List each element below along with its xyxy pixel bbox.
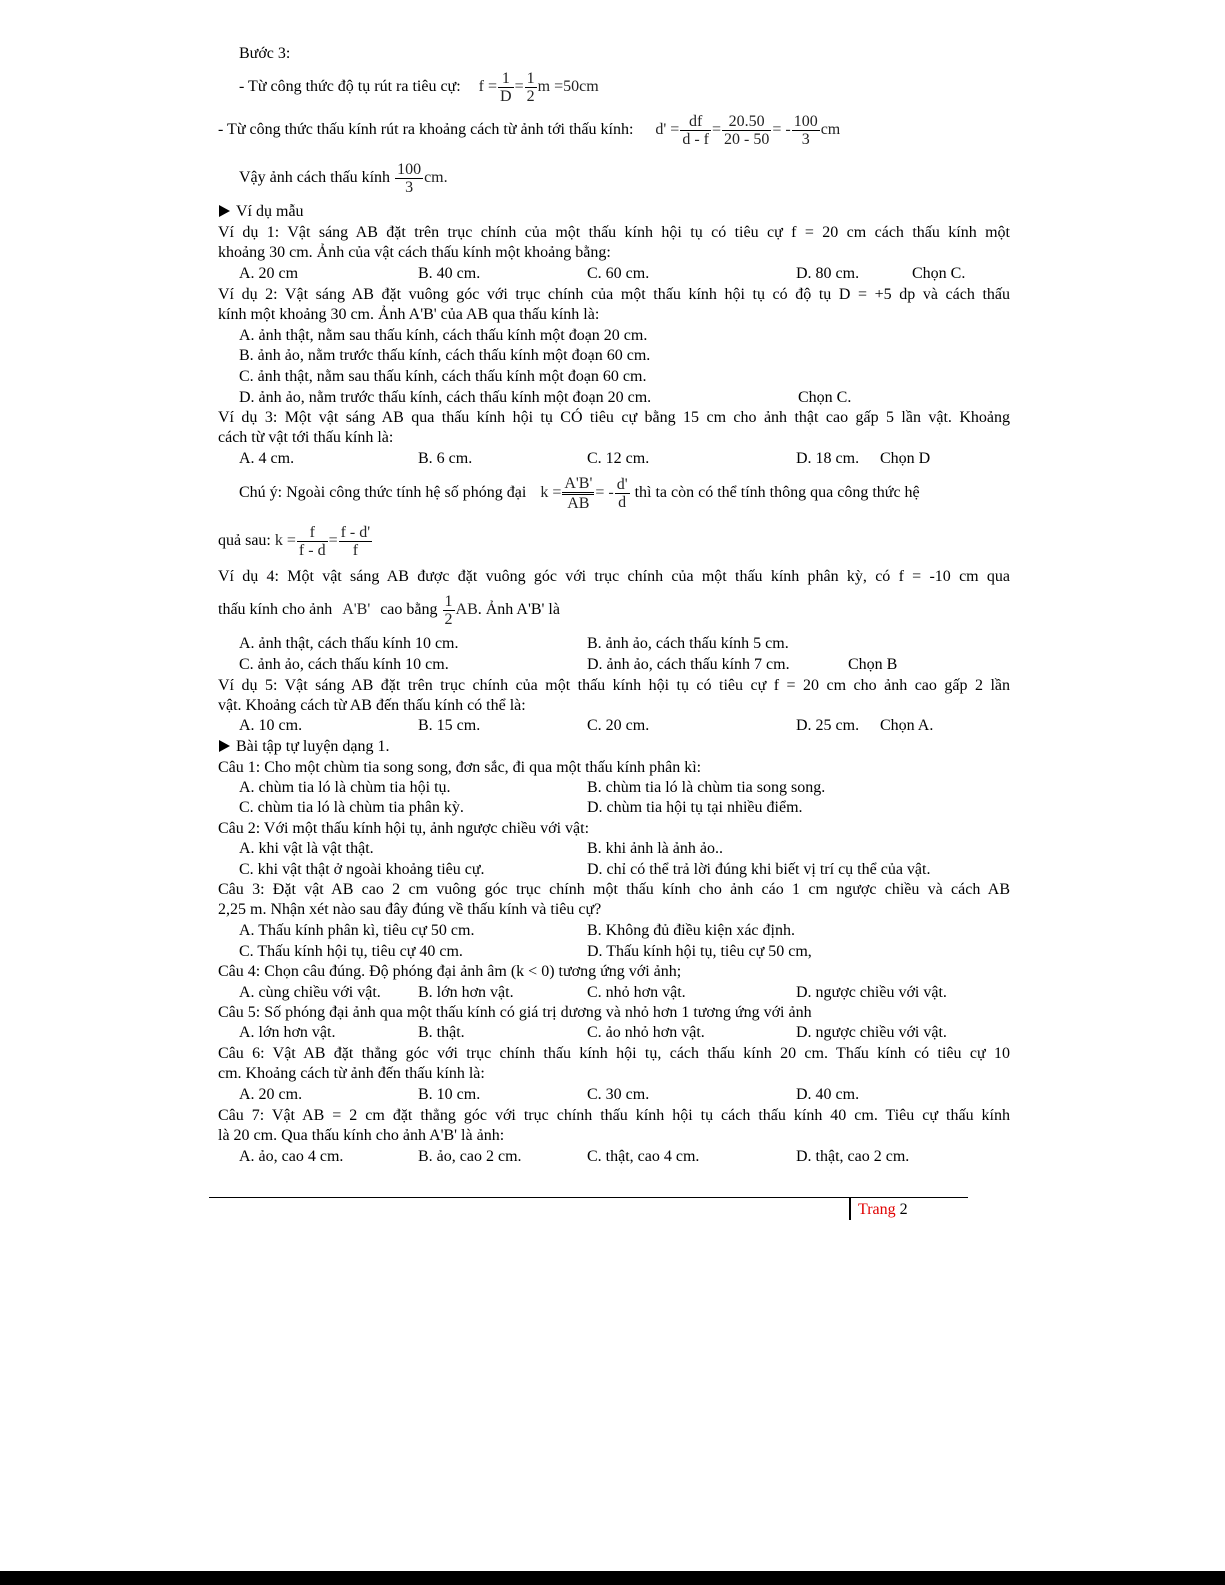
example-5-option-d: D. 25 cm. (796, 717, 860, 734)
equals: = (328, 532, 338, 549)
fraction-AB-prime: $\frac{A'B'}{AB}$ (564, 474, 593, 512)
note-text-3: quả sau: (218, 532, 271, 549)
question-5-option-b: B. thật. (418, 1024, 465, 1041)
example-4-option-d: D. ảnh ảo, cách thấu kính 7 cm. (587, 656, 790, 673)
question-5-stem: Câu 5: Số phóng đại ảnh qua một thấu kính có giá trị dương và nhỏ hơn 1 tương ứng với ảnh (218, 1004, 812, 1021)
question-4-option-c: C. nhỏ hơn vật. (587, 984, 686, 1001)
question-7-option-d: D. thật, cao 2 cm. (796, 1148, 910, 1165)
page-number: 2 (899, 1201, 908, 1218)
question-3-option-b: B. Không đủ điều kiện xác định. (587, 922, 795, 939)
example-3-option-d: D. 18 cm. (796, 450, 860, 467)
example-2-line-2: kính một khoảng 30 cm. Ảnh A'B' của AB qua thấu kính là: (218, 306, 600, 323)
question-2-stem: Câu 2: Với một thấu kính hội tụ, ảnh ngược chiều với vật: (218, 820, 590, 837)
fraction-d-prime-d: $\frac{d'}{d}$ (616, 475, 628, 511)
bottom-edge-bar (0, 1571, 1225, 1585)
question-7-option-c: C. thật, cao 4 cm. (587, 1148, 700, 1165)
example-4-answer: Chọn B (848, 656, 898, 673)
conclusion-line (239, 158, 448, 198)
example-2-option-d: D. ảnh ảo, nằm trước thấu kính, cách thấu kính một đoạn 20 cm. (239, 389, 652, 406)
example-2-option-b: B. ảnh ảo, nằm trước thấu kính, cách thấu kính một đoạn 60 cm. (239, 347, 651, 364)
question-1-option-c: C. chùm tia ló là chùm tia phân kỳ. (239, 799, 464, 816)
question-4-stem: Câu 4: Chọn câu đúng. Độ phóng đại ảnh âm (k < 0) tương ứng với ảnh; (218, 963, 682, 980)
example-3-answer: Chọn D (880, 450, 931, 467)
focal-text: - Từ công thức độ tụ rút ra tiêu cự: (239, 78, 461, 95)
example-2-option-a: A. ảnh thật, nằm sau thấu kính, cách thấu kính một đoạn 20 cm. (239, 327, 648, 344)
example-4-option-a: A. ảnh thật, cách thấu kính 10 cm. (239, 635, 459, 652)
example-3-option-b: B. 6 cm. (418, 450, 473, 467)
question-2-option-c: C. khi vật thật ở ngoài khoảng tiêu cự. (239, 861, 485, 878)
fraction-f-over-f-d: $\frac{f}{f - d}$ (298, 523, 326, 559)
question-6-option-a: A. 20 cm. (239, 1086, 303, 1103)
question-3-option-d: D. Thấu kính hội tụ, tiêu cự 50 cm, (587, 943, 812, 960)
question-6-option-d: D. 40 cm. (796, 1086, 860, 1103)
fraction-100-3: $\frac{100}{3}$ (793, 112, 818, 148)
equals-minus: = - (595, 484, 614, 501)
question-7-option-b: B. ảo, cao 2 cm. (418, 1148, 522, 1165)
question-1-option-d: D. chùm tia hội tụ tại nhiều điểm. (587, 799, 803, 816)
example-5-answer: Chọn A. (880, 717, 934, 734)
practice-heading (219, 737, 390, 757)
object-label: AB (455, 601, 478, 618)
example-5-line-1: Ví dụ 5: Vật sáng AB đặt trên trục chính của một thấu kính hội tụ có tiêu cự f = 20 cm cho ảnh cao gấp 2 lần (218, 677, 1010, 694)
example-2-option-c: C. ảnh thật, nằm sau thấu kính, cách thấu kính một đoạn 60 cm. (239, 368, 647, 385)
footer-separator (209, 1197, 968, 1198)
example-1-line-1: Ví dụ 1: Vật sáng AB đặt trên trục chính của một thấu kính hội tụ có tiêu cự f = 20 cm cách thấu kính một (218, 224, 1010, 241)
example-3-option-a: A. 4 cm. (239, 450, 295, 467)
note-text-1: Chú ý: Ngoài công thức tính hệ số phóng đại (239, 484, 527, 501)
question-2-option-a: A. khi vật là vật thật. (239, 840, 374, 857)
question-3-line-1: Câu 3: Đặt vật AB cao 2 cm vuông góc trục chính một thấu kính cho ảnh cáo 1 cm ngược chiều và cách AB (218, 881, 1010, 898)
question-4-option-b: B. lớn hơn vật. (418, 984, 514, 1001)
example-1-line-2: khoảng 30 cm. Ảnh của vật cách thấu kính một khoảng bằng: (218, 244, 611, 261)
question-6-line-2: cm. Khoảng cách từ ảnh đến thấu kính là: (218, 1065, 485, 1082)
example-4-line-2 (218, 590, 560, 630)
page-label: Trang (858, 1201, 896, 1218)
question-3-line-2: 2,25 m. Nhận xét nào sau đây đúng về thấu kính và tiêu cự? (218, 901, 602, 918)
question-1-option-a: A. chùm tia ló là chùm tia hội tụ. (239, 779, 451, 796)
example-3-line-2: cách từ vật tới thấu kính là: (218, 429, 394, 446)
example-5-line-2: vật. Khoảng cách từ AB đến thấu kính có thể là: (218, 697, 526, 714)
page-footer (858, 1200, 908, 1220)
fraction-100-3: $\frac{100}{3}$ (397, 160, 422, 196)
example-5-option-a: A. 10 cm. (239, 717, 303, 734)
note-line-1 (239, 472, 920, 514)
fraction-f-d-prime-over-f: $\frac{f - d'}{f}$ (340, 523, 371, 559)
question-4-option-a: A. cùng chiều với vật. (239, 984, 381, 1001)
unit: cm. (424, 169, 448, 186)
focal-result: m =50cm (537, 78, 599, 95)
equals: = (711, 121, 722, 138)
example-1-option-a: A. 20 cm (239, 265, 299, 282)
question-1-option-b: B. chùm tia ló là chùm tia song song. (587, 779, 826, 796)
example-4-line-1: Ví dụ 4: Một vật sáng AB được đặt vuông góc với trục chính của một thấu kính phân kỳ, có f = -10 cm qua (218, 568, 1010, 585)
example-1-option-c: C. 60 cm. (587, 265, 650, 282)
question-1-stem: Câu 1: Cho một chùm tia song song, đơn sắc, đi qua một thấu kính phân kì: (218, 759, 702, 776)
fraction-1-over-2: $\frac{1}{2}$ (444, 592, 453, 628)
example-5-option-c: C. 20 cm. (587, 717, 650, 734)
example-4-text-post: . Ảnh A'B' là (477, 601, 560, 618)
question-6-line-1: Câu 6: Vật AB đặt thẳng góc với trục chính thấu kính hội tụ, cách thấu kính 20 cm. Thấu kính có tiêu cự 10 (218, 1045, 1010, 1062)
fraction-1-over-2: $\frac{1}{2}$ (526, 69, 535, 105)
example-3-line-1: Ví dụ 3: Một vật sáng AB qua thấu kính hội tụ CÓ tiêu cự bằng 15 cm cho ảnh thật cao gấp 5 lần vật. Khoảng (218, 409, 1010, 426)
example-2-line-1: Ví dụ 2: Vật sáng AB đặt vuông góc với trục chính của một thấu kính hội tụ có độ tụ D = +5 dp và cách thấu (218, 286, 1010, 303)
question-5-option-c: C. ảo nhỏ hơn vật. (587, 1024, 705, 1041)
question-2-option-d: D. chỉ có thể trả lời đúng khi biết vị trí cụ thể của vật. (587, 861, 931, 878)
formula-f: f = (478, 78, 498, 95)
fraction-df: $\frac{df}{d - f}$ (682, 112, 709, 148)
question-6-option-b: B. 10 cm. (418, 1086, 481, 1103)
question-5-option-d: D. ngược chiều với vật. (796, 1024, 947, 1041)
step-heading: Bước 3: (239, 45, 291, 62)
practice-heading-text: Bài tập tự luyện dạng 1. (236, 738, 390, 755)
image-label: A'B' (342, 601, 371, 618)
equals: = (514, 78, 524, 95)
triangle-bullet-icon (219, 205, 230, 217)
triangle-bullet-icon (219, 740, 230, 752)
conclusion-text: Vậy ảnh cách thấu kính (239, 169, 391, 186)
note-line-2 (218, 520, 373, 562)
formula-k: k = (274, 532, 296, 549)
equals-minus: = - (772, 121, 791, 138)
question-2-option-b: B. khi ảnh là ảnh ảo.. (587, 840, 723, 857)
focal-length-line (239, 68, 599, 106)
example-1-answer: Chọn C. (912, 265, 966, 282)
sample-heading-text: Ví dụ mẫu (236, 203, 304, 220)
fraction-1-over-D: $\frac{1}{D}$ (500, 69, 512, 105)
distance-text: - Từ công thức thấu kính rút ra khoảng cách từ ảnh tới thấu kính: (218, 121, 634, 138)
example-4-option-b: B. ảnh ảo, cách thấu kính 5 cm. (587, 635, 789, 652)
image-distance-line (218, 110, 840, 150)
example-4-option-c: C. ảnh ảo, cách thấu kính 10 cm. (239, 656, 449, 673)
note-text-2: thì ta còn có thể tính thông qua công thức hệ (634, 484, 920, 501)
example-3-option-c: C. 12 cm. (587, 450, 650, 467)
question-7-line-2: là 20 cm. Qua thấu kính cho ảnh A'B' là ảnh: (218, 1127, 505, 1144)
example-2-answer: Chọn C. (798, 389, 852, 406)
question-3-option-a: A. Thấu kính phân kì, tiêu cự 50 cm. (239, 922, 475, 939)
formula-k: k = (540, 484, 562, 501)
unit: cm (820, 121, 841, 138)
footer-page-bar (849, 1198, 851, 1220)
example-4-text-pre: thấu kính cho ảnh (218, 601, 333, 618)
question-7-option-a: A. ảo, cao 4 cm. (239, 1148, 344, 1165)
sample-heading (219, 202, 304, 222)
question-5-option-a: A. lớn hơn vật. (239, 1024, 336, 1041)
formula-d-prime: d' = (655, 121, 680, 138)
question-4-option-d: D. ngược chiều với vật. (796, 984, 947, 1001)
question-3-option-c: C. Thấu kính hội tụ, tiêu cự 40 cm. (239, 943, 463, 960)
example-4-text-mid: cao bằng (380, 601, 438, 618)
fraction-numeric: $\frac{20.50}{20 - 50}$ (724, 112, 770, 148)
example-1-option-b: B. 40 cm. (418, 265, 481, 282)
example-1-option-d: D. 80 cm. (796, 265, 860, 282)
question-6-option-c: C. 30 cm. (587, 1086, 650, 1103)
example-5-option-b: B. 15 cm. (418, 717, 481, 734)
question-7-line-1: Câu 7: Vật AB = 2 cm đặt thẳng góc với trục chính thấu kính hội tụ cách thấu kính 40 cm. Tiêu cự thấu kính (218, 1107, 1010, 1124)
